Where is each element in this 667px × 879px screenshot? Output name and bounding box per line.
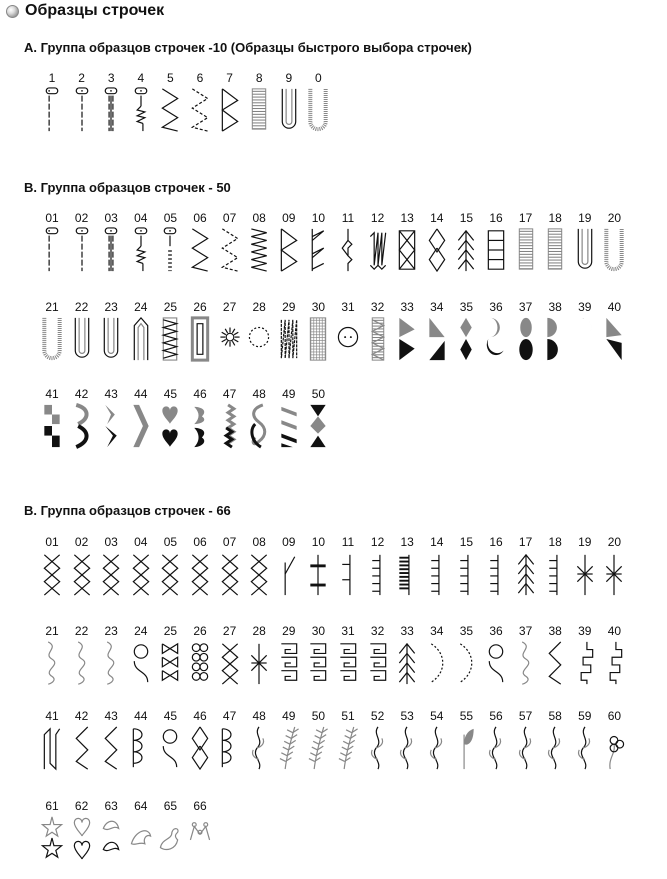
pattern-number: 14 <box>430 211 444 225</box>
pattern-number: 01 <box>45 211 59 225</box>
loop-stitch-icon <box>158 725 182 771</box>
satin-heart-icon <box>158 403 182 449</box>
cross-stitch-icon <box>129 551 153 597</box>
crown-motif-icon <box>188 815 212 861</box>
pattern-number: 1 <box>48 71 56 85</box>
pattern-number: 61 <box>45 799 59 813</box>
star-motif-icon <box>40 815 64 861</box>
pattern-number: 22 <box>74 300 89 314</box>
squiggle-stitch-icon <box>514 640 538 686</box>
pattern-number: 49 <box>282 387 296 401</box>
satin-half-circle-icon <box>543 316 567 362</box>
feather-stitch-icon <box>454 227 478 273</box>
satin-eight-icon <box>247 403 271 449</box>
ladder-stitch-icon <box>484 227 508 273</box>
pattern-number: 07 <box>222 535 237 549</box>
fern-stitch-icon <box>336 725 360 771</box>
straight-stitch-left-icon <box>40 227 64 273</box>
greek-key-stitch-icon <box>306 640 330 686</box>
pattern-number: 39 <box>578 624 592 638</box>
squiggle-stitch-icon <box>70 640 94 686</box>
pattern-number: 23 <box>104 300 118 314</box>
pattern-number: 13 <box>400 211 414 225</box>
pattern-number: 34 <box>430 300 444 314</box>
pattern-number: 21 <box>45 300 59 314</box>
pattern-number: 59 <box>578 709 592 723</box>
cross-stitch-icon <box>188 551 212 597</box>
arc-stitch-icon <box>425 640 449 686</box>
buttonhole-pointed-icon <box>129 316 153 362</box>
heart-motif-icon <box>70 815 94 861</box>
pattern-number: 24 <box>134 624 148 638</box>
pattern-number: 08 <box>252 535 266 549</box>
group-heading-c: В. Группа образцов строчек - 66 <box>24 503 231 518</box>
pattern-number: 48 <box>252 709 266 723</box>
pattern-number: 31 <box>341 300 355 314</box>
pattern-number: 56 <box>489 709 503 723</box>
pattern-number: 27 <box>222 300 237 314</box>
pattern-number: 16 <box>489 535 503 549</box>
pattern-number: 24 <box>134 300 148 314</box>
group-heading-b: B. Группа образцов строчек - 50 <box>24 180 231 195</box>
pattern-number: 33 <box>400 624 414 638</box>
diamond-stitch-icon <box>425 227 449 273</box>
pattern-number: 28 <box>252 624 266 638</box>
pattern-number: 02 <box>74 535 89 549</box>
pattern-number: 29 <box>282 624 296 638</box>
pattern-number: 46 <box>193 387 207 401</box>
pattern-number: 32 <box>370 624 385 638</box>
triple-zigzag-stitch-icon <box>277 227 301 273</box>
pattern-number: 21 <box>45 624 59 638</box>
pattern-number: 34 <box>430 624 444 638</box>
diamond-stitch-icon <box>188 725 212 771</box>
pattern-number: 55 <box>459 709 474 723</box>
buttonhole-round-icon <box>99 316 123 362</box>
pattern-number: 27 <box>222 624 237 638</box>
bowtie-stitch-icon <box>158 640 182 686</box>
satin-bar-icon <box>247 87 271 133</box>
satin-oval-icon <box>514 316 538 362</box>
buttonhole-zigzag-icon <box>158 316 182 362</box>
pattern-number: 49 <box>282 709 296 723</box>
buttonhole-satin-icon <box>306 87 330 133</box>
buttonhole-round-icon <box>70 316 94 362</box>
satin-bar-icon <box>514 227 538 273</box>
pattern-number: 11 <box>341 211 355 225</box>
box-overcast-stitch-icon <box>395 227 419 273</box>
pattern-number: 42 <box>74 387 89 401</box>
satin-stripes-icon <box>277 403 301 449</box>
pattern-number: 47 <box>222 387 237 401</box>
pattern-number: 31 <box>341 624 355 638</box>
satin-triangle-icon <box>395 316 419 362</box>
pattern-number: 05 <box>163 535 178 549</box>
scallop-stitch-icon <box>218 725 242 771</box>
eyelet-dotted-icon <box>247 316 271 362</box>
pattern-number: 30 <box>311 624 326 638</box>
pattern-number: 14 <box>430 535 444 549</box>
blind-hem-stitch-icon <box>306 227 330 273</box>
step-stitch-icon <box>602 640 626 686</box>
cross-stitch-icon <box>218 551 242 597</box>
feather-stitch-icon <box>514 551 538 597</box>
fern-stitch-icon <box>306 725 330 771</box>
vine-stitch-icon <box>573 725 597 771</box>
pattern-number: 48 <box>252 387 266 401</box>
star-stitch-icon <box>573 551 597 597</box>
dashed-zigzag-stitch-icon <box>218 227 242 273</box>
pattern-number: 25 <box>163 624 178 638</box>
chevron-stitch-icon <box>543 640 567 686</box>
stretch-stitch-icon <box>129 87 153 133</box>
pattern-number: 10 <box>311 535 326 549</box>
pattern-number: 45 <box>163 387 178 401</box>
pattern-number: 44 <box>134 709 148 723</box>
pattern-number: 57 <box>518 709 533 723</box>
cross-stitch-icon <box>218 640 242 686</box>
star-stitch-icon <box>247 640 271 686</box>
leaf-stitch-icon <box>454 725 478 771</box>
dashed-zigzag-stitch-icon <box>188 87 212 133</box>
pattern-number: 07 <box>222 211 237 225</box>
vine-stitch-icon <box>514 725 538 771</box>
cross-stitch-icon <box>99 551 123 597</box>
triple-straight-stitch-icon <box>99 227 123 273</box>
pattern-number: 47 <box>222 709 237 723</box>
scallop-stitch-icon <box>129 725 153 771</box>
straight-stitch-center-icon <box>70 227 94 273</box>
pattern-number: 05 <box>163 211 178 225</box>
page-title-text: Образцы строчек <box>25 2 165 19</box>
pattern-number: 06 <box>193 211 207 225</box>
pattern-number: 35 <box>459 624 474 638</box>
pattern-number: 2 <box>78 71 85 85</box>
satin-right-triangle-icon <box>425 316 449 362</box>
overlock-stitch-icon <box>366 227 390 273</box>
pattern-number: 44 <box>134 387 148 401</box>
vine-stitch-icon <box>366 725 390 771</box>
pattern-number: 58 <box>548 709 562 723</box>
squiggle-stitch-icon <box>40 640 64 686</box>
pattern-number: 46 <box>193 709 207 723</box>
darning-stitch-icon <box>277 316 301 362</box>
pattern-number: 26 <box>193 300 207 314</box>
comb-stitch-icon <box>366 551 390 597</box>
pattern-number: 16 <box>489 211 503 225</box>
vine-stitch-icon <box>247 725 271 771</box>
pattern-number: 06 <box>193 535 207 549</box>
pattern-number: 09 <box>282 535 296 549</box>
pattern-number: 01 <box>45 535 59 549</box>
buttonhole-rectangle-icon <box>188 316 212 362</box>
pattern-number: 62 <box>74 799 89 813</box>
pattern-number: 37 <box>518 300 533 314</box>
pattern-number: 08 <box>252 211 266 225</box>
pattern-number: 25 <box>163 300 178 314</box>
dolphin-motif-icon <box>129 815 153 861</box>
pattern-number: 45 <box>163 709 178 723</box>
satin-diamond-icon <box>454 316 478 362</box>
pattern-number: 02 <box>74 211 89 225</box>
comb-stitch-icon <box>543 551 567 597</box>
pattern-number: 40 <box>607 624 622 638</box>
feather-stitch-icon <box>395 640 419 686</box>
pattern-number: 13 <box>400 535 414 549</box>
triple-zigzag-stitch-icon <box>218 87 242 133</box>
bird-motif-icon <box>99 815 123 861</box>
cross-stitch-icon <box>40 551 64 597</box>
straight-stitch-center-icon <box>70 87 94 133</box>
vine-stitch-icon <box>425 725 449 771</box>
step-stitch-icon <box>573 640 597 686</box>
pattern-number: 30 <box>311 300 326 314</box>
pattern-number: 36 <box>489 624 503 638</box>
greek-key-stitch-icon <box>336 640 360 686</box>
cross-stitch-icon <box>70 551 94 597</box>
pattern-number: 40 <box>607 300 622 314</box>
pattern-number: 12 <box>370 535 385 549</box>
pattern-number: 3 <box>107 71 115 85</box>
zigzag-stitch-icon <box>158 87 182 133</box>
comb-stitch-icon <box>484 551 508 597</box>
buttonhole-satin-icon <box>40 316 64 362</box>
chevron-stitch-icon <box>70 725 94 771</box>
buttonhole-satin-icon <box>602 227 626 273</box>
chevron-stitch-icon <box>99 725 123 771</box>
vine-stitch-icon <box>395 725 419 771</box>
satin-chevron-icon <box>129 403 153 449</box>
pattern-number: 37 <box>518 624 533 638</box>
pattern-number: 15 <box>459 211 474 225</box>
pattern-number: 6 <box>196 71 204 85</box>
pattern-number: 7 <box>226 71 233 85</box>
pattern-number: 09 <box>282 211 296 225</box>
satin-blocks-icon <box>40 403 64 449</box>
button-sew-icon <box>336 316 360 362</box>
satin-hourglass-icon <box>306 403 330 449</box>
pattern-number: 32 <box>370 300 385 314</box>
hook-stitch-icon <box>277 551 301 597</box>
pattern-number: 03 <box>104 211 118 225</box>
pattern-number: 38 <box>548 624 562 638</box>
flower-stitch-icon <box>602 725 626 771</box>
pattern-number: 18 <box>548 535 562 549</box>
pattern-number: 4 <box>137 71 145 85</box>
buttonhole-round-icon <box>277 87 301 133</box>
pattern-number: 38 <box>548 300 562 314</box>
straight-stitch-left-icon <box>40 87 64 133</box>
pattern-number: 33 <box>400 300 414 314</box>
pattern-number: 18 <box>548 211 562 225</box>
i-beam-stitch-icon <box>306 551 330 597</box>
pattern-number: 19 <box>578 211 592 225</box>
basting-stitch-icon <box>158 227 182 273</box>
pattern-number: 39 <box>578 300 592 314</box>
comb-stitch-icon <box>454 551 478 597</box>
pattern-number: 43 <box>104 387 118 401</box>
pattern-number: 51 <box>341 709 355 723</box>
satin-bar-icon <box>543 227 567 273</box>
pattern-number: 28 <box>252 300 266 314</box>
darning-grid-icon <box>306 316 330 362</box>
dense-zigzag-stitch-icon <box>247 227 271 273</box>
page-title <box>6 2 164 20</box>
pattern-number: 15 <box>459 535 474 549</box>
pattern-number: 41 <box>45 387 59 401</box>
triple-straight-stitch-icon <box>99 87 123 133</box>
wave-stitch-icon <box>40 725 64 771</box>
satin-scallop-icon <box>218 403 242 449</box>
pattern-number: 19 <box>578 535 592 549</box>
pattern-number: 63 <box>104 799 118 813</box>
pattern-number: 5 <box>167 71 174 85</box>
satin-arrow-icon <box>99 403 123 449</box>
loop-stitch-icon <box>129 640 153 686</box>
star-stitch-icon <box>602 551 626 597</box>
pattern-number: 12 <box>370 211 385 225</box>
pattern-number: 04 <box>134 211 148 225</box>
pattern-number: 23 <box>104 624 118 638</box>
pattern-number: 29 <box>282 300 296 314</box>
zigzag-stitch-icon <box>188 227 212 273</box>
pattern-number: 41 <box>45 709 59 723</box>
squiggle-stitch-icon <box>99 640 123 686</box>
pattern-number: 9 <box>285 71 293 85</box>
arc-stitch-icon <box>454 640 478 686</box>
pattern-number: 8 <box>255 71 263 85</box>
pattern-number: 35 <box>459 300 474 314</box>
pattern-number: 26 <box>193 624 207 638</box>
vine-stitch-icon <box>484 725 508 771</box>
satin-double-heart-icon <box>188 403 212 449</box>
pattern-number: 17 <box>518 211 533 225</box>
pattern-number: 54 <box>430 709 444 723</box>
pattern-number: 53 <box>400 709 414 723</box>
comb-stitch-icon <box>425 551 449 597</box>
pattern-number: 0 <box>315 71 322 85</box>
vine-stitch-icon <box>543 725 567 771</box>
bracket-stitch-icon <box>336 551 360 597</box>
loop-stitch-icon <box>484 640 508 686</box>
buttonhole-round-icon <box>573 227 597 273</box>
satin-comma-icon <box>573 316 597 362</box>
bartack-stitch-icon <box>366 316 390 362</box>
pattern-number: 42 <box>74 709 89 723</box>
pattern-number: 10 <box>311 211 326 225</box>
fern-stitch-icon <box>277 725 301 771</box>
satin-wave-icon <box>70 403 94 449</box>
duck-motif-icon <box>158 815 182 861</box>
honeycomb-stitch-icon <box>188 640 212 686</box>
cross-stitch-icon <box>158 551 182 597</box>
satin-crescent-icon <box>484 316 508 362</box>
cross-stitch-icon <box>247 551 271 597</box>
pattern-number: 20 <box>607 535 622 549</box>
pattern-number: 43 <box>104 709 118 723</box>
pattern-number: 66 <box>193 799 207 813</box>
group-heading-a: А. Группа образцов строчек -10 (Образцы быстрого выбора строчек) <box>24 40 472 55</box>
pattern-number: 17 <box>518 535 533 549</box>
pattern-number: 11 <box>341 535 355 549</box>
pattern-number: 04 <box>134 535 148 549</box>
elastic-blind-hem-icon <box>336 227 360 273</box>
pattern-number: 60 <box>607 709 622 723</box>
pattern-number: 20 <box>607 211 622 225</box>
dense-comb-stitch-icon <box>395 551 419 597</box>
pattern-number: 22 <box>74 624 89 638</box>
pattern-number: 52 <box>370 709 385 723</box>
pattern-number: 65 <box>163 799 178 813</box>
pattern-number: 50 <box>311 387 326 401</box>
eyelet-sun-icon <box>218 316 242 362</box>
greek-key-stitch-icon <box>277 640 301 686</box>
pattern-number: 36 <box>489 300 503 314</box>
pattern-number: 03 <box>104 535 118 549</box>
greek-key-stitch-icon <box>366 640 390 686</box>
satin-wedge-icon <box>602 316 626 362</box>
pattern-number: 50 <box>311 709 326 723</box>
bullet-icon <box>6 5 19 18</box>
stretch-stitch-icon <box>129 227 153 273</box>
pattern-number: 64 <box>134 799 148 813</box>
